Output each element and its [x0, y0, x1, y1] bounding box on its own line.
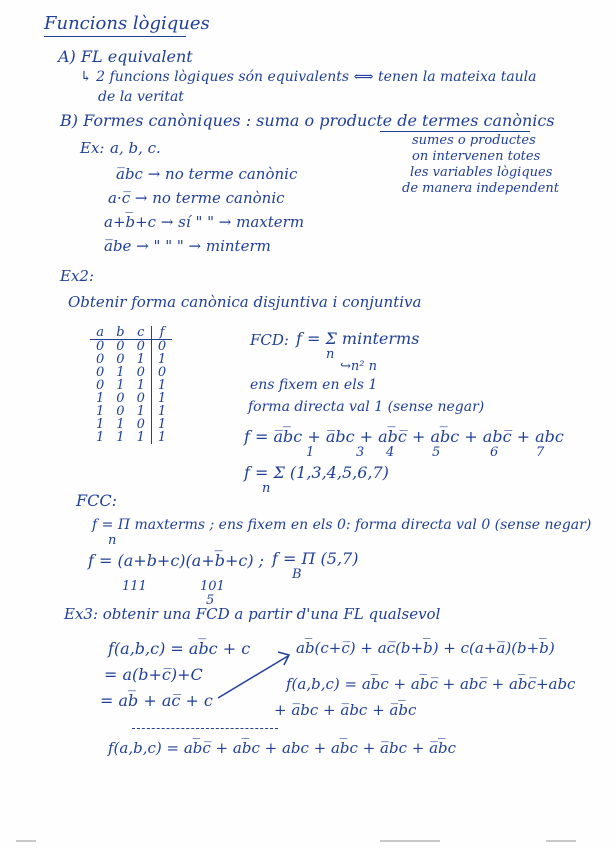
page-title: Funcions lògiques: [44, 13, 210, 34]
prod-sub-5: 5: [206, 593, 215, 608]
f-sum-sub-7: 7: [536, 445, 545, 460]
ex3-line-1: f(a,b,c) = ab̅c + c: [108, 639, 251, 658]
fcd-formula: f = Σ minterms: [296, 329, 420, 348]
ex3-right-2: f(a,b,c) = ab̅c + ab̅c̅ + abc̅ + ab̅c̅+abc: [286, 675, 576, 693]
ex-row-4: a̅be → " " " → minterm: [104, 237, 271, 255]
cell: 0: [116, 391, 125, 406]
ex-label: Ex:: [80, 139, 105, 157]
cell: 0: [96, 339, 105, 354]
fcd-label: FCD:: [250, 331, 289, 349]
cell: 0: [136, 417, 145, 432]
ex-row-3: a+b̅+c → sí " " → maxterm: [104, 213, 305, 231]
ex-row-2: a·c̅ → no terme canònic: [108, 189, 285, 207]
col-f-header: f: [151, 326, 172, 340]
f-sigma-sub: n: [262, 481, 271, 496]
f-prod: f = (a+b+c)(a+b̅+c) ;: [88, 551, 265, 570]
cell: 1: [136, 378, 145, 393]
f-sum-sub-1: 1: [306, 445, 315, 460]
cell: 0: [116, 352, 125, 367]
ex3-right-3: + a̅bc + a̅bc + a̅b̅c: [274, 701, 417, 719]
fcd-sub-n: n: [326, 347, 335, 362]
ex2-instruction: Obtenir forma canònica disjuntiva i conjuntiva: [68, 293, 422, 311]
section-a-line1: ↳ 2 funcions lògiques són equivalents ⟺ tenen la mateixa taula: [80, 69, 537, 85]
page-edge-mark: [16, 840, 36, 842]
prod-sub-101: 101: [200, 579, 225, 594]
ex3-final: f(a,b,c) = ab̅c̅ + ab̅c + abc + ab̅c + a̅bc + a̅b̅c: [108, 739, 457, 757]
cell: 1: [151, 353, 172, 366]
f-sum-sub-4: 4: [386, 445, 395, 460]
col-a-header: a: [90, 326, 110, 340]
fcc-formula: f = Π maxterms ; ens fixem en els 0: forma directa val 0 (sense negar): [92, 517, 592, 533]
cell: 1: [96, 417, 105, 432]
section-a-line2: de la veritat: [98, 89, 184, 105]
cell: 0: [116, 404, 125, 419]
ex-vars: a, b, c.: [110, 139, 161, 157]
cell: 1: [151, 379, 172, 392]
cell: 1: [96, 391, 105, 406]
section-b-heading: B) Formes canòniques : suma o producte de termes canònics: [60, 111, 555, 130]
ex3-line-2: = a(b+c̅)+C: [104, 665, 203, 684]
cell: 1: [96, 404, 105, 419]
ex-row-1: a̅bc → no terme canònic: [116, 165, 298, 183]
f-pi-sub: B: [292, 567, 302, 582]
directa-text: forma directa val 1 (sense negar): [248, 399, 485, 415]
f-sum-sub-6: 6: [490, 445, 499, 460]
fcc-sub-n: n: [108, 533, 117, 548]
cell: 1: [136, 404, 145, 419]
ex2-label: Ex2:: [60, 267, 95, 285]
col-c-header: c: [131, 326, 152, 340]
ex3-right-1: ab̅(c+c̅) + ac̅(b+b̅) + c(a+a̅)(b+b̅): [296, 639, 555, 657]
f-sigma: f = Σ (1,3,4,5,6,7): [244, 463, 389, 482]
cell: 0: [96, 365, 105, 380]
fixem-text: ens fixem en els 1: [250, 377, 378, 393]
note-line-2: on intervenen totes: [412, 149, 541, 164]
cell: 0: [136, 339, 145, 354]
note-line-1: sumes o productes: [412, 133, 536, 148]
note-line-3: les variables lògiques: [410, 165, 553, 180]
fcc-label: FCC:: [76, 491, 117, 510]
section-a-heading: A) FL equivalent: [58, 47, 193, 66]
cell: 1: [136, 352, 145, 367]
note-line-4: de manera independent: [402, 181, 559, 196]
f-sum-sub-3: 3: [356, 445, 365, 460]
cell: 1: [116, 365, 125, 380]
cell: 0: [96, 378, 105, 393]
cell: 0: [96, 352, 105, 367]
cell: 1: [151, 405, 172, 418]
f-sum-sub-5: 5: [432, 445, 441, 460]
cell: 1: [151, 392, 172, 405]
cell: 0: [136, 365, 145, 380]
cell: 0: [136, 391, 145, 406]
cell: 1: [116, 378, 125, 393]
cell: 1: [96, 430, 105, 445]
cell: 0: [151, 340, 172, 354]
f-pi: f = Π (5,7): [272, 549, 359, 568]
cell: 1: [116, 430, 125, 445]
cell: 1: [151, 418, 172, 431]
prod-sub-111: 111: [122, 579, 147, 594]
ex3-line-3: = ab̅ + ac̅ + c: [100, 691, 213, 710]
cell: 1: [136, 430, 145, 445]
f-sum: f = a̅b̅c + a̅bc + ab̅c̅ + ab̅c + abc̅ + abc: [244, 427, 564, 446]
page-edge-mark: [380, 840, 440, 842]
cell: 0: [151, 366, 172, 379]
fcd-sub-n2: ↪n² n: [340, 359, 377, 374]
cell: 1: [116, 417, 125, 432]
cell: 0: [116, 339, 125, 354]
cell: 1: [151, 431, 172, 444]
page-edge-mark: [546, 840, 576, 842]
ex3-label: Ex3: obtenir una FCD a partir d'una FL qualsevol: [64, 605, 441, 623]
col-b-header: b: [110, 326, 130, 340]
